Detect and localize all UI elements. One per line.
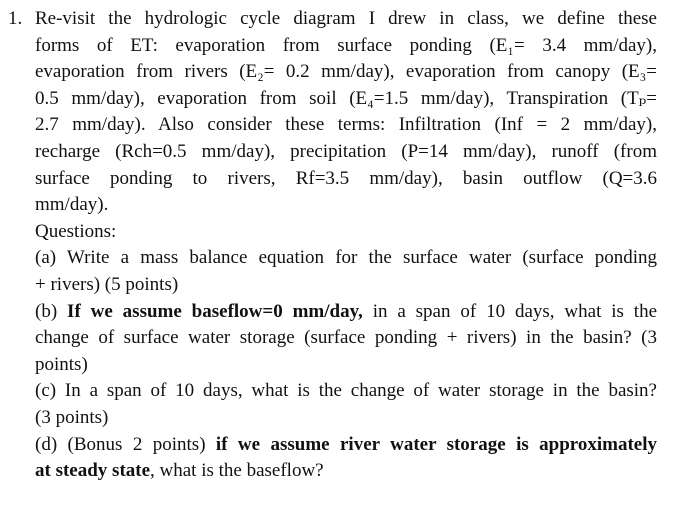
intro-line-5: 2.7 mm/day). Also consider these terms: Infiltration (Inf = 2 mm/day), (35, 114, 657, 136)
part-b-line-1-rest: in a span of 10 days, what is the (362, 300, 657, 322)
intro-line-1: Re-visit the hydrologic cycle diagram I drew in class, we define these (35, 8, 657, 29)
part-b-line-1 (35, 299, 657, 326)
question-number: 1. (8, 8, 23, 29)
part-c-line-1: (c) In a span of 10 days, what is the change of water storage in the basin? (35, 380, 657, 402)
intro-line-2: forms of ET: evaporation from surface ponding (E₁= 3.4 mm/day), (35, 34, 657, 56)
intro-line-6: recharge (Rch=0.5 mm/day), precipitation (P=14 mm/day), runoff (from (35, 140, 657, 162)
part-d-prefix: (d) (Bonus 2 points) (35, 433, 216, 455)
part-b-bold-assumption: If we assume baseflow=0 mm/day, (67, 300, 363, 322)
part-b-line-3: points) (35, 353, 88, 375)
part-a-line-1: (a) Write a mass balance equation for the surface water (surface ponding (35, 247, 657, 269)
intro-line-7: surface ponding to rivers, Rf=3.5 mm/day), basin outflow (Q=3.6 (35, 167, 657, 189)
part-b-line-2: change of surface water storage (surface ponding + rivers) in the basin? (3 (35, 327, 657, 349)
intro-line-3: evaporation from rivers (E₂= 0.2 mm/day), evaporation from canopy (E₃= (35, 61, 657, 83)
part-b-prefix: (b) (35, 300, 68, 322)
questions-heading: Questions: (35, 220, 117, 242)
part-d-line-1 (35, 432, 657, 459)
part-a-line-2: + rivers) (5 points) (35, 273, 179, 295)
part-d-bold-assumption-2: at steady state (35, 460, 151, 482)
question-body (35, 6, 657, 485)
part-c-line-2: (3 points) (35, 406, 109, 428)
intro-line-8: mm/day). (35, 194, 109, 216)
part-d-bold-assumption-1: if we assume river water storage is approximately (215, 433, 658, 455)
intro-line-4: 0.5 mm/day), evaporation from soil (E₄=1.5 mm/day), Transpiration (Tₚ= (35, 87, 657, 109)
part-d-rest: , what is the baseflow? (150, 460, 324, 482)
part-d-line-2 (35, 458, 657, 485)
